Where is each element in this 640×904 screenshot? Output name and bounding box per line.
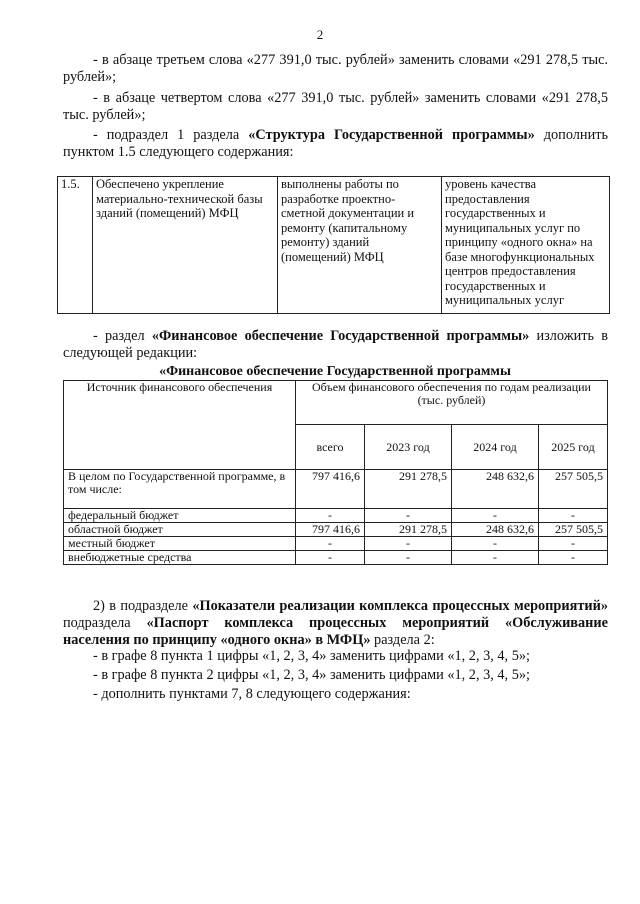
table-row <box>64 509 608 523</box>
row-label: В целом по Государственной программе, в том числе: <box>64 470 296 509</box>
paragraph-amend-4: - в абзаце четвертом слова «277 391,0 тыс. рублей» заменить словами «291 278,5 тыс. рублей»; <box>63 90 608 123</box>
cell-2024: - <box>452 509 539 523</box>
cell-2023: - <box>365 551 452 565</box>
page-number: 2 <box>316 27 324 42</box>
bold-section-title: «Показатели реализации комплекса процессных мероприятий» <box>192 598 608 614</box>
paragraph-add-item <box>63 127 608 161</box>
paragraph-graph8-item2: - в графе 8 пункта 2 цифры «1, 2, 3, 4» заменить цифрами «1, 2, 3, 4, 5»; <box>93 667 530 683</box>
finance-title: «Финансовое обеспечение Государственной программы <box>159 364 511 379</box>
cell-total: - <box>296 537 365 551</box>
table-cell: 1.5. <box>58 177 93 314</box>
header-2025: 2025 год <box>539 425 608 470</box>
cell-2025: 257 505,5 <box>539 470 608 509</box>
text-run: подраздела <box>63 615 147 631</box>
header-2024: 2024 год <box>452 425 539 470</box>
text-run: 2) в подразделе <box>93 598 193 614</box>
cell-total: - <box>296 509 365 523</box>
paragraph-indicators <box>63 598 608 649</box>
text-run: дополнить пунктом 1.5 следующего содержания: <box>63 127 608 160</box>
table-cell: выполнены работы по разработке проектно-сметной документации и ремонту (капитальному ремонту) зданий (помещений) МФЦ <box>278 177 442 314</box>
structure-table <box>57 176 610 314</box>
cell-total: 797 416,6 <box>296 470 365 509</box>
cell-total: - <box>296 551 365 565</box>
paragraph-amend-3: - в абзаце третьем слова «277 391,0 тыс. рублей» заменить словами «291 278,5 тыс. рублей»; <box>63 52 608 85</box>
cell-2025: 257 505,5 <box>539 523 608 537</box>
cell-2023: - <box>365 537 452 551</box>
row-label: местный бюджет <box>64 537 296 551</box>
cell-2025: - <box>539 551 608 565</box>
cell-2024: - <box>452 537 539 551</box>
paragraph-graph8-item1: - в графе 8 пункта 1 цифры «1, 2, 3, 4» заменить цифрами «1, 2, 3, 4, 5»; <box>93 648 530 664</box>
bold-section-title: «Структура Государственной программы» <box>248 127 535 143</box>
row-label: внебюджетные средства <box>64 551 296 565</box>
header-volume: Объем финансового обеспечения по годам реализации (тыс. рублей) <box>296 381 608 425</box>
table-header-row <box>64 381 608 425</box>
table-row <box>64 523 608 537</box>
text-run: - раздел <box>93 328 152 344</box>
text-run: изложить в следующей редакции: <box>63 328 608 361</box>
paragraph-add-items: - дополнить пунктами 7, 8 следующего содержания: <box>93 686 411 702</box>
cell-2024: 248 632,6 <box>452 523 539 537</box>
text-run: раздела 2: <box>370 632 435 648</box>
table-row <box>58 177 610 314</box>
cell-2025: - <box>539 537 608 551</box>
paragraph-finance <box>63 328 608 362</box>
text-run: - подраздел 1 раздела <box>93 127 249 143</box>
cell-2024: 248 632,6 <box>452 470 539 509</box>
row-label: федеральный бюджет <box>64 509 296 523</box>
table-row <box>64 537 608 551</box>
header-2023: 2023 год <box>365 425 452 470</box>
cell-2025: - <box>539 509 608 523</box>
header-source: Источник финансового обеспечения <box>64 381 296 470</box>
cell-2023: - <box>365 509 452 523</box>
cell-2023: 291 278,5 <box>365 523 452 537</box>
cell-2023: 291 278,5 <box>365 470 452 509</box>
header-total: всего <box>296 425 365 470</box>
bold-section-title: «Паспорт комплекса процессных мероприятий «Обслуживание населения по принципу «одного окна» в МФЦ» <box>63 615 608 648</box>
table-row <box>64 551 608 565</box>
table-cell: уровень качества предоставления государственных и муниципальных услуг по принципу «одного окна» на базе многофункциональных центров предоставления государственных и муниципальных услуг <box>442 177 610 314</box>
table-cell: Обеспечено укрепление материально-технической базы зданий (помещений) МФЦ <box>93 177 278 314</box>
row-label: областной бюджет <box>64 523 296 537</box>
table-row <box>64 470 608 509</box>
bold-section-title: «Финансовое обеспечение Государственной программы» <box>151 328 530 344</box>
cell-total: 797 416,6 <box>296 523 365 537</box>
cell-2024: - <box>452 551 539 565</box>
finance-table <box>63 380 608 565</box>
